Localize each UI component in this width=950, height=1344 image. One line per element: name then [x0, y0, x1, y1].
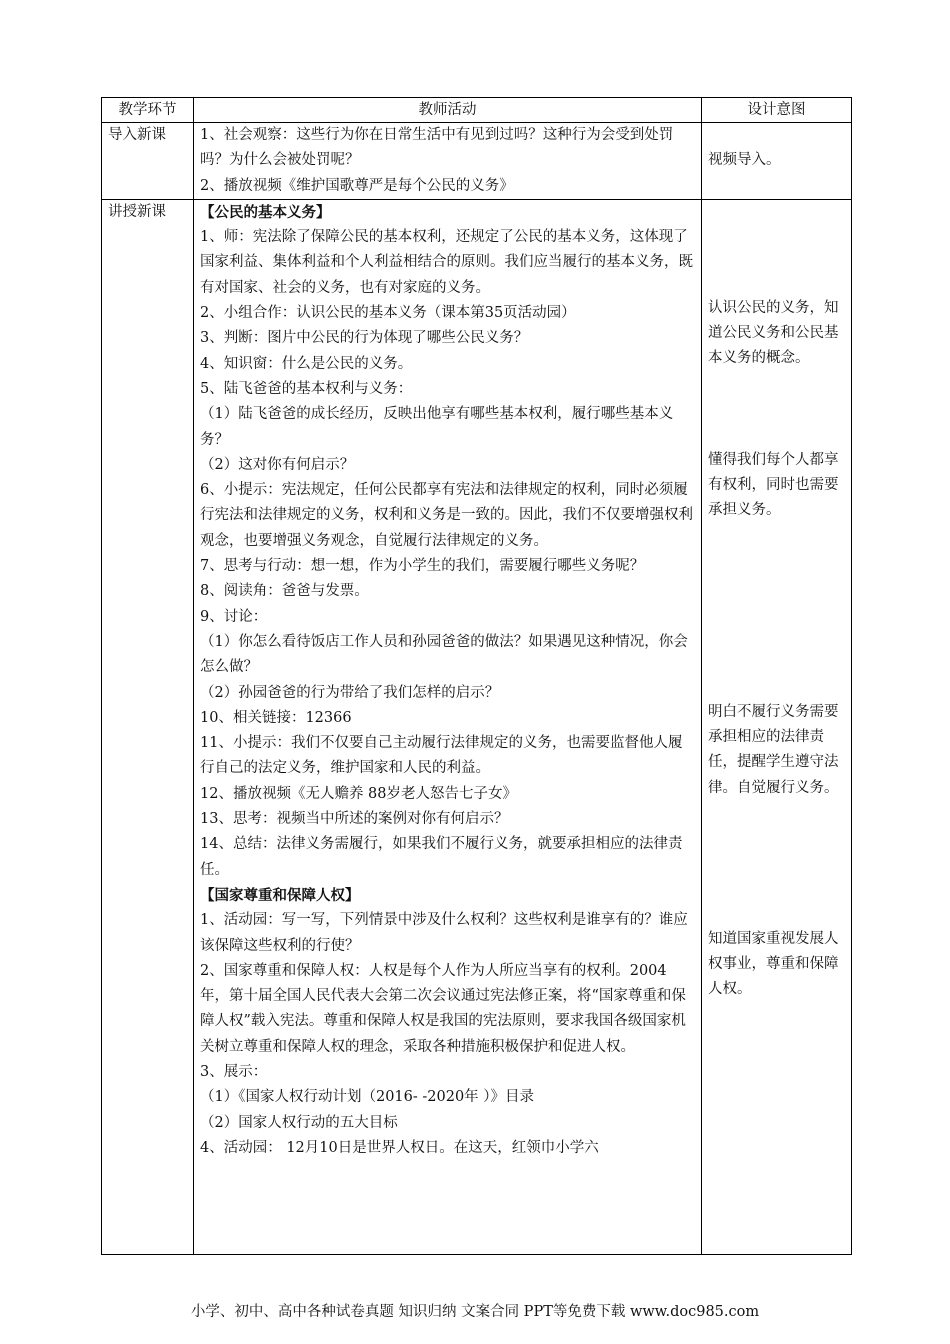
- header-activity: 教师活动: [194, 98, 702, 123]
- spacer: [708, 524, 845, 700]
- activity-line: 2、小组合作：认识公民的基本义务（课本第35页活动园）: [200, 305, 576, 322]
- intent-text: 知道国家重视发展人权事业，尊重和保障人权。: [708, 930, 839, 998]
- intent-text: 懂得我们每个人都享有权利，同时也需要承担义务。: [708, 451, 839, 519]
- activity-line: 2、国家尊重和保障人权：人权是每个人作为人所应当享有的权利。2004年，第十届全国人民代表大会第二次会议通过宪法修正案，将“国家尊重和保障人权”载入宪法。尊重和保障人权是我国的宪法原则，要求我国各级国家机关树立尊重和保障人权的理念，采取各种措施积极保护和促进人权。: [200, 962, 686, 1055]
- activity-line: （2）这对你有何启示？: [200, 456, 355, 473]
- activity-line: 3、展示：: [200, 1063, 268, 1080]
- spacer: [708, 123, 845, 148]
- activity-line: （1）陆飞爸爸的成长经历，反映出他享有哪些基本权利，履行哪些基本义务？: [200, 406, 674, 448]
- intent-text: 视频导入。: [708, 152, 781, 168]
- activity-line: 13、思考：视频当中所述的案例对你有何启示？: [200, 811, 509, 828]
- intent-cell: [702, 123, 852, 200]
- table-row: [102, 199, 852, 1254]
- intent-text: 认识公民的义务，知道公民义务和公民基本义务的概念。: [708, 299, 839, 367]
- activity-line: 8、阅读角：爸爸与发票。: [200, 583, 369, 600]
- activity-line: 6、小提示：宪法规定，任何公民都享有宪法和法律规定的权利，同时必须履行宪法和法律规定的义务，权利和义务是一致的。因此，我们不仅要增强权利观念，也要增强义务观念，自觉履行法律规定的义务。: [200, 482, 693, 549]
- activity-line: （2）国家人权行动的五大目标: [200, 1114, 398, 1131]
- header-intent: 设计意图: [702, 98, 852, 123]
- section-heading: 【公民的基本义务】: [200, 203, 331, 221]
- activity-line: 12、播放视频《无人赡养 88岁老人怒告七子女》: [200, 785, 518, 802]
- page-footer: 小学、初中、高中各种试卷真题 知识归纳 文案合同 PPT等免费下载 www.doc985.com: [190, 1304, 760, 1320]
- activity-cell: [194, 123, 702, 200]
- activity-line: （2）孙园爸爸的行为带给了我们怎样的启示？: [200, 684, 500, 701]
- activity-line: 4、活动园： 12月10日是世界人权日。在这天，红领巾小学六: [200, 1139, 599, 1156]
- activity-line: 1、活动园：写一写，下列情景中涉及什么权利？这些权利是谁享有的？谁应该保障这些权利的行使？: [200, 912, 688, 954]
- intent-text: 明白不履行义务需要承担相应的法律责任，提醒学生遵守法律。自觉履行义务。: [708, 703, 839, 796]
- spacer: [708, 372, 845, 448]
- activity-cell: [194, 199, 702, 1254]
- table-header-row: [102, 98, 852, 123]
- activity-line: 2、播放视频《维护国歌尊严是每个公民的义务》: [200, 177, 514, 194]
- activity-line: 11、小提示：我们不仅要自己主动履行法律规定的义务，也需要监督他人履行自己的法定义务，维护国家和人民的利益。: [200, 735, 683, 777]
- spacer: [708, 200, 845, 296]
- activity-line: 1、师：宪法除了保障公民的基本权利，还规定了公民的基本义务，这体现了国家利益、集体利益和个人利益相结合的原则。我们应当履行的基本义务，既有对国家、社会的义务，也有对家庭的义务。: [200, 229, 693, 296]
- table-row: [102, 123, 852, 200]
- stage-cell: 讲授新课: [102, 199, 194, 1254]
- activity-line: （1）你怎么看待饭店工作人员和孙园爸爸的做法？如果遇见这种情况，你会怎么做？: [200, 633, 688, 676]
- activity-line: 1、社会观察：这些行为你在日常生活中有见到过吗？这种行为会受到处罚吗？为什么会被处罚呢？: [200, 127, 674, 169]
- header-stage: 教学环节: [102, 98, 194, 123]
- activity-line: （1）《国家人权行动计划（2016- -2020年 ）》目录: [200, 1089, 535, 1106]
- stage-cell: 导入新课: [102, 123, 194, 200]
- activity-line: 5、陆飞爸爸的基本权利与义务：: [200, 380, 413, 397]
- activity-line: 3、判断：图片中公民的行为体现了哪些公民义务？: [200, 330, 529, 347]
- activity-line: 14、总结：法律义务需履行，如果我们不履行义务，就要承担相应的法律责任。: [200, 836, 683, 878]
- spacer: [708, 801, 845, 927]
- activity-line: 4、知识窗：什么是公民的义务。: [200, 355, 413, 372]
- activity-line: 7、思考与行动：想一想，作为小学生的我们，需要履行哪些义务呢？: [200, 558, 645, 575]
- lesson-plan-table: [101, 97, 852, 1255]
- activity-line: 10、相关链接：12366: [200, 709, 352, 726]
- section-heading: 【国家尊重和保障人权】: [200, 886, 360, 904]
- intent-cell: [702, 199, 852, 1254]
- activity-line: 9、讨论：: [200, 608, 268, 625]
